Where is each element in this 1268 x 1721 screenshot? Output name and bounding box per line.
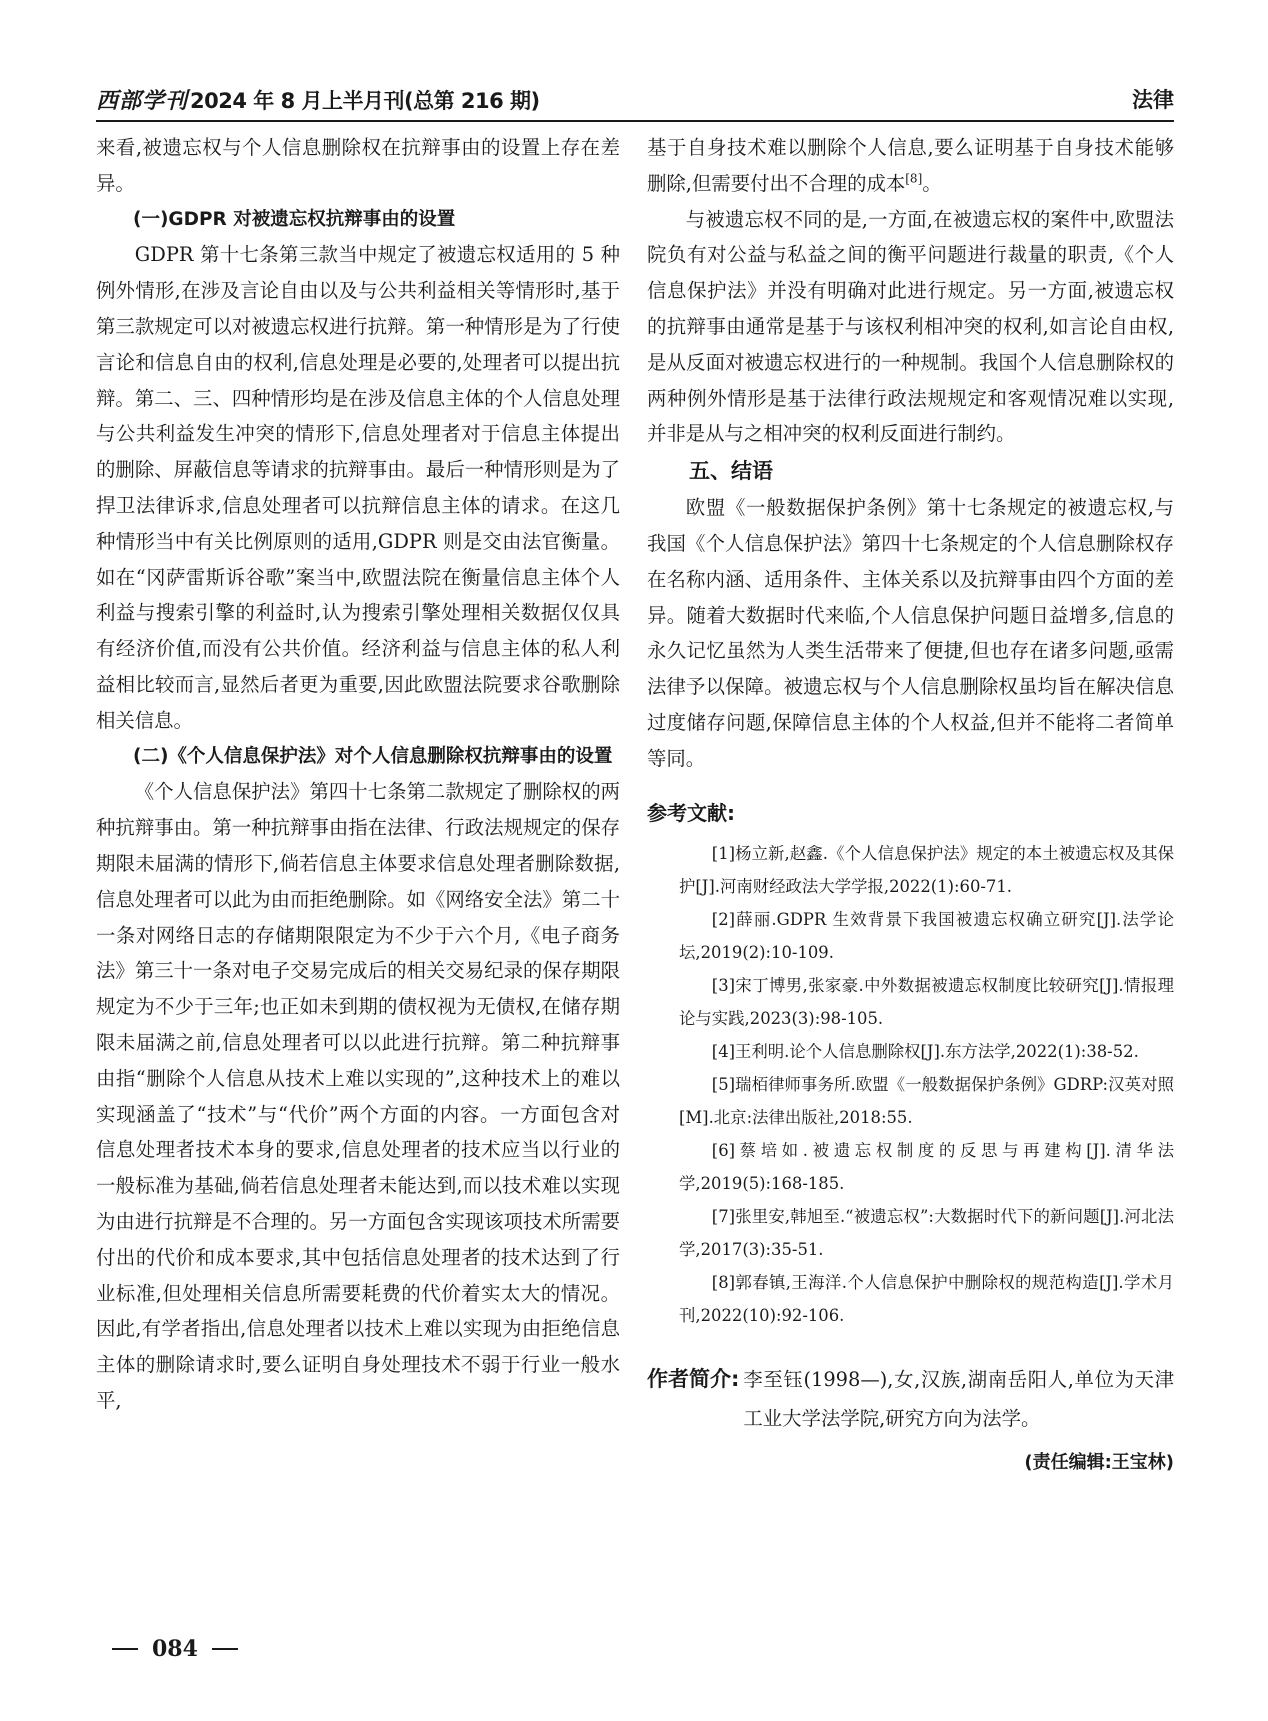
page-number: 084 <box>152 1636 198 1662</box>
journal-header <box>96 84 540 115</box>
page-footer <box>112 1636 238 1662</box>
reference-item: [3]宋丁博男,张家豪.中外数据被遗忘权制度比较研究[J].情报理论与实践,2023(3):98-105. <box>679 975 1174 1028</box>
paragraph: 欧盟《一般数据保护条例》第十七条规定的被遗忘权,与我国《个人信息保护法》第四十七条规定的个人信息删除权存在名称内涵、适用条件、主体关系以及抗辩事由四个方面的差异。随着大数据时代来临,个人信息保护问题日益增多,信息的永久记忆虽然为人类生活带来了便捷,但也存在诸多问题,亟需法律予以保障。被遗忘权与个人信息删除权虽均旨在解决信息过度储存问题,保障信息主体的个人权益,但并不能将二者简单等同。 <box>647 496 1174 770</box>
issue-info: 2024 年 8 月上半月刊(总第 216 期) <box>190 89 540 113</box>
reference-item: [7]张里安,韩旭至.“被遗忘权”:大数据时代下的新问题[J].河北法学,2017(3):35-51. <box>679 1206 1174 1259</box>
paragraph-end: 。 <box>922 171 942 195</box>
paragraph-text: 基于自身技术难以删除个人信息,要么证明基于自身技术能够删除,但需要付出不合理的成本 <box>647 136 1174 195</box>
reference-item: [1]杨立新,赵鑫.《个人信息保护法》规定的本土被遗忘权及其保护[J].河南财经政法大学学报,2022(1):60-71. <box>679 843 1174 896</box>
reference-item: [6]蔡培如.被遗忘权制度的反思与再建构[J].清华法学,2019(5):168-185. <box>679 1140 1174 1193</box>
right-column <box>647 130 1174 1480</box>
reference-item: [4]王利明.论个人信息删除权[J].东方法学,2022(1):38-52. <box>711 1041 1139 1061</box>
header-rule <box>96 120 1174 122</box>
references-title: 参考文献: <box>647 800 735 825</box>
author-bio-text: 李至钰(1998—),女,汉族,湖南岳阳人,单位为天津工业大学法学院,研究方向为法学。 <box>743 1367 1174 1430</box>
paragraph: 来看,被遗忘权与个人信息删除权在抗辩事由的设置上存在差异。 <box>96 136 620 195</box>
paragraph: 《个人信息保护法》第四十七条第二款规定了删除权的两种抗辩事由。第一种抗辩事由指在法律、行政法规规定的保存期限未届满的情形下,倘若信息主体要求信息处理者删除数据,信息处理者可以此为由而拒绝删除。如《网络安全法》第二十一条对网络日志的存储期限限定为不少于六个月,《电子商务法》第三十一条对电子交易完成后的相关交易纪录的保存期限规定为不少于三年;也正如未到期的债权视为无债权,在储存期限未届满之前,信息处理者可以以此进行抗辩。第二种抗辩事由指“删除个人信息从技术上难以实现的”,这种技术上的难以实现涵盖了“技术”与“代价”两个方面的内容。一方面包含对信息处理者技术本身的要求,信息处理者的技术应当以行业的一般标准为基础,倘若信息处理者未能达到,而以技术难以实现为由进行抗辩是不合理的。另一方面包含实现该项技术所需要付出的代价和成本要求,其中包括信息处理者的技术达到了行业标准,但处理相关信息所需要耗费的代价着实太大的情况。因此,有学者指出,信息处理者以技术上难以实现为由拒绝信息主体的删除请求时,要么证明自身处理技术不弱于行业一般水平, <box>96 780 620 1412</box>
reference-item: [8]郭春镇,王海洋.个人信息保护中删除权的规范构造[J].学术月刊,2022(10):92-106. <box>679 1272 1174 1325</box>
paragraph: GDPR 第十七条第三款当中规定了被遗忘权适用的 5 种例外情形,在涉及言论自由以及与公共利益相关等情形时,基于第三款规定可以对被遗忘权进行抗辩。第一种情形是为了行使言论和信息自由的权利,信息处理是必要的,处理者可以提出抗辩。第二、三、四种情形均是在涉及信息主体的个人信息处理与公共利益发生冲突的情形下,信息处理者对于信息主体提出的删除、屏蔽信息等请求的抗辩事由。最后一种情形则是为了捍卫法律诉求,信息处理者可以抗辩信息主体的请求。在这几种情形当中有关比例原则的适用,GDPR 则是交由法官衡量。如在“冈萨雷斯诉谷歌”案当中,欧盟法院在衡量信息主体个人利益与搜索引擎的利益时,认为搜索引擎处理相关数据仅仅具有经济价值,而没有公共价值。经济利益与信息主体的私人利益相比较而言,显然后者更为重要,因此欧盟法院要求谷歌删除相关信息。 <box>96 243 620 732</box>
section-heading: (二)《个人信息保护法》对个人信息删除权抗辩事由的设置 <box>133 745 613 767</box>
reference-item: [5]瑞栢律师事务所.欧盟《一般数据保护条例》GDRP:汉英对照[M].北京:法律出版社,2018:55. <box>679 1074 1174 1127</box>
editor-credit: (责任编辑:王宝林) <box>1024 1451 1174 1473</box>
running-header <box>96 84 1174 118</box>
references-list <box>647 837 1174 1332</box>
conclusion-heading: 五、结语 <box>689 459 773 484</box>
dash-left <box>112 1648 138 1650</box>
reference-item: [2]薛丽.GDPR 生效背景下我国被遗忘权确立研究[J].法学论坛,2019(2):10-109. <box>679 909 1174 962</box>
paragraph <box>647 130 1174 202</box>
left-column <box>96 130 620 1419</box>
citation-ref: [8] <box>905 171 923 186</box>
section-name: 法律 <box>1132 88 1174 112</box>
author-bio-label: 作者简介: <box>647 1366 740 1391</box>
paragraph: 与被遗忘权不同的是,一方面,在被遗忘权的案件中,欧盟法院负有对公益与私益之间的衡平问题进行裁量的职责,《个人信息保护法》并没有明确对此进行规定。另一方面,被遗忘权的抗辩事由通常是基于与该权利相冲突的权利,如言论自由权,是从反面对被遗忘权进行的一种规制。我国个人信息删除权的两种例外情形是基于法律行政法规规定和客观情况难以实现,并非是从与之相冲突的权利反面进行制约。 <box>647 207 1174 446</box>
section-heading: (一)GDPR 对被遗忘权抗辩事由的设置 <box>133 208 456 230</box>
author-bio <box>647 1360 1174 1438</box>
journal-logo: 西部学刊 <box>96 88 189 114</box>
dash-right <box>212 1648 238 1650</box>
